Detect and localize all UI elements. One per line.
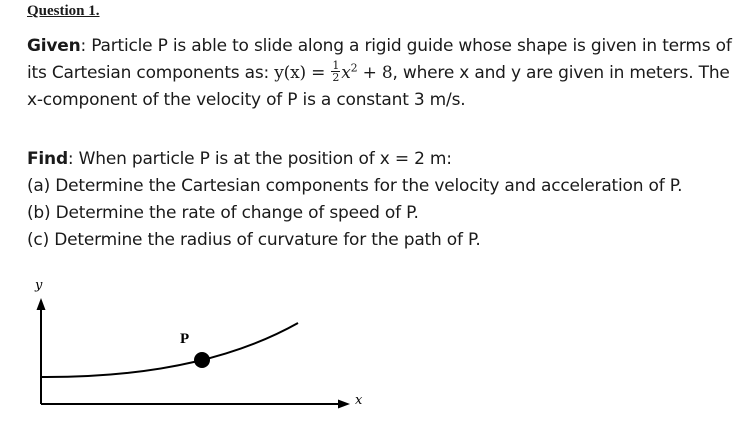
fraction-numerator: 1 — [332, 59, 340, 72]
point-label: P — [180, 331, 190, 347]
equation-lhs: y(x) — [274, 63, 306, 83]
equation-exponent: 2 — [350, 61, 358, 75]
find-item-c: (c) Determine the radius of curvature for the path of P. — [27, 230, 481, 250]
given-label: Given — [27, 36, 81, 56]
y-axis-arrowhead — [37, 298, 46, 310]
question-title: Question 1. — [27, 3, 100, 19]
guide-curve — [41, 323, 298, 377]
find-item-b: (b) Determine the rate of change of speed of P. — [27, 203, 419, 223]
given-text-2: , where x and y are given in meters. The x-component of the velocity of P is a constant 3 m/s. — [27, 63, 730, 110]
given-text-1: : Particle P is able to slide along a rigid guide whose shape is given in terms of its Cartesian components as: — [27, 36, 732, 83]
x-axis-arrowhead — [338, 400, 350, 409]
find-intro: : When particle P is at the position of x = 2 m: — [67, 149, 452, 169]
find-label: Find — [27, 149, 68, 169]
equation-equals: = — [305, 63, 331, 83]
find-item-a: (a) Determine the Cartesian components for the velocity and acceleration of P. — [27, 176, 683, 196]
y-axis-label: y — [35, 278, 43, 293]
fraction-denominator: 2 — [332, 71, 340, 84]
x-axis-label: x — [355, 393, 363, 408]
particle-p — [194, 352, 210, 368]
equation-rest: + 8 — [357, 63, 393, 83]
equation-variable: x — [341, 63, 351, 83]
